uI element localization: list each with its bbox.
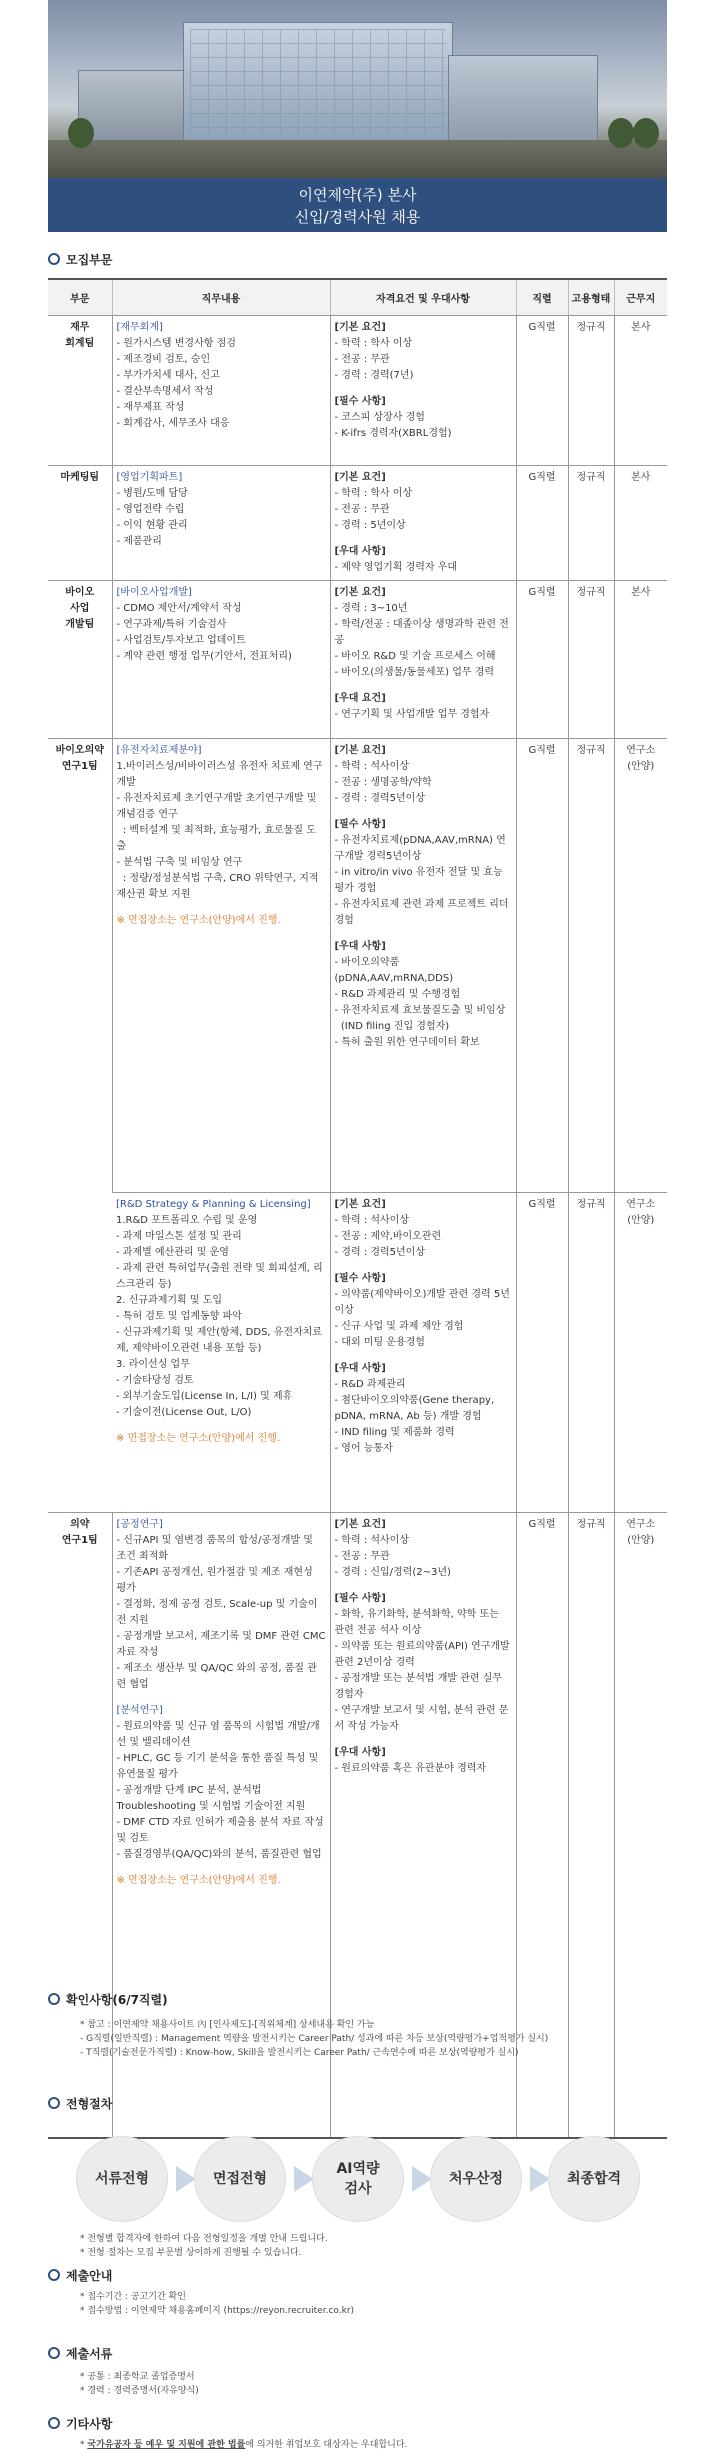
cell-line: - 공정개발 또는 분석법 개발 관련 실무 경험자 bbox=[334, 1672, 506, 1700]
cell-employment-type: 정규직 bbox=[568, 1192, 614, 1512]
cell-line: - 의약품 또는 원료의약품(API) 연구개발 관련 2년이상 경력 bbox=[334, 1640, 513, 1668]
cell-line: - 경력 : 경력5년이상 bbox=[334, 1246, 425, 1258]
cell-employment-type: 정규직 bbox=[568, 465, 614, 580]
cell-line: [기본 요건] bbox=[334, 471, 386, 483]
section-title-other: 기타사항 bbox=[48, 2410, 112, 2436]
circle-bullet-icon bbox=[48, 2347, 60, 2359]
cell-line: ※ 면접장소는 연구소(안양)에서 진행. bbox=[116, 914, 281, 926]
headquarters-photo bbox=[48, 0, 667, 178]
cell-line: - 연구기획 및 사업개발 업무 경험자 bbox=[334, 708, 490, 720]
cell-location: 연구소 (안양) bbox=[614, 738, 667, 1192]
cell-qualifications bbox=[330, 465, 516, 580]
cell-line: - 회계감사, 세무조사 대응 bbox=[116, 417, 230, 429]
cell-line: - 학력 : 학사 이상 bbox=[334, 337, 413, 349]
cell-line: - 분석법 구축 및 비임상 연구 bbox=[116, 856, 243, 868]
header-employment-type: 고용형태 bbox=[568, 279, 614, 315]
cell-line: - 바이오(의생물/동물세포) 업무 경력 bbox=[334, 666, 495, 678]
step-document-screening: 서류전형 bbox=[76, 2136, 168, 2222]
cell-grade: G직렬 bbox=[516, 315, 568, 465]
circle-bullet-icon bbox=[48, 2417, 60, 2429]
cell-location: 본사 bbox=[614, 580, 667, 738]
step-compensation: 처우산정 bbox=[430, 2136, 522, 2222]
cell-qualifications bbox=[330, 315, 516, 465]
cell-line: - 과제 마일스톤 설정 및 관리 bbox=[116, 1230, 242, 1242]
cell-line: - 특허 검토 및 업계동향 파악 bbox=[116, 1310, 242, 1322]
cell-line: - 전공 : 무관 bbox=[334, 353, 390, 365]
section-title-documents: 제출서류 bbox=[48, 2340, 112, 2366]
cell-dept: 바이오 사업 개발팀 bbox=[48, 580, 112, 738]
cell-line: [필수 사항] bbox=[334, 1592, 386, 1604]
cell-line: [기본 요건] bbox=[334, 321, 386, 333]
process-notes: * 전형별 합격자에 한하여 다음 전형일정을 개별 안내 드립니다. * 전형 절차는 모집 부문별 상이하게 진행될 수 있습니다. bbox=[80, 2234, 328, 2258]
cell-dept: 재무 회계팀 bbox=[48, 315, 112, 465]
cell-line: - 특허 출원 위한 연구데이터 확보 bbox=[334, 1036, 480, 1048]
cell-line: - 신규 사업 및 과제 제안 경험 bbox=[334, 1320, 464, 1332]
cell-employment-type: 정규직 bbox=[568, 738, 614, 1192]
cell-line: - 병원/도매 담당 bbox=[116, 487, 188, 499]
cell-line: [필수 사항] bbox=[334, 395, 386, 407]
arrow-right-icon bbox=[294, 2166, 314, 2192]
cell-line: - R&D 과제관리 및 수행경험 bbox=[334, 988, 461, 1000]
table-row bbox=[48, 1192, 667, 1512]
circle-bullet-icon bbox=[48, 1993, 60, 2005]
cell-line: - 학력 : 석사이상 bbox=[334, 760, 409, 772]
cell-line: - 결산부속명세서 작성 bbox=[116, 385, 214, 397]
cell-line: - 유전자치료제(pDNA,AAV,mRNA) 연구개발 경력5년이상 bbox=[334, 834, 506, 862]
cell-line: - 학력 : 학사 이상 bbox=[334, 487, 413, 499]
cell-line: - 바이오 R&D 및 기술 프로세스 이해 bbox=[334, 650, 496, 662]
cell-line: - 과제 관련 특허업무(출원 전략 및 회피설계, 리스크관리 등) bbox=[116, 1262, 323, 1290]
step-interview: 면접전형 bbox=[194, 2136, 286, 2222]
cell-line: - 외부기술도입(License In, L/I) 및 제휴 bbox=[116, 1390, 293, 1402]
cell-line: - 제품관리 bbox=[116, 535, 162, 547]
section-title-recruit: 모집부문 bbox=[48, 246, 112, 272]
cell-line: - 제약 영업기획 경력자 우대 bbox=[334, 561, 458, 573]
cell-line: - R&D 과제관리 bbox=[334, 1378, 406, 1390]
step-ai-assessment: AI역량 검사 bbox=[312, 2136, 404, 2222]
cell-employment-type: 정규직 bbox=[568, 1512, 614, 2138]
table-row bbox=[48, 580, 667, 738]
cell-location: 연구소 (안양) bbox=[614, 1192, 667, 1512]
cell-line: - 원료의약품 혹은 유관분야 경력자 bbox=[334, 1762, 487, 1774]
section-title-confirm: 확인사항(6/7직렬) bbox=[48, 1986, 168, 2012]
cell-employment-type: 정규직 bbox=[568, 315, 614, 465]
cell-dept: 마케팅팀 bbox=[48, 465, 112, 580]
cell-line: - K-ifrs 경력자(XBRL경험) bbox=[334, 427, 452, 439]
cell-line: - 신규과제기획 및 제안(항체, DDS, 유전자치료제, 제약바이오관련 내용 포함 등) bbox=[116, 1326, 323, 1354]
cell-line: - 의약품(제약바이오)개발 관련 경력 5년 이상 bbox=[334, 1288, 514, 1316]
cell-line: - DMF CTD 자료 인허가 제출용 분석 자료 작성 및 검토 bbox=[116, 1816, 327, 1844]
cell-location: 본사 bbox=[614, 315, 667, 465]
cell-line: - 연구개발 보고서 및 시험, 분석 관련 문서 작성 가능자 bbox=[334, 1704, 509, 1732]
cell-line: [필수 사항] bbox=[334, 818, 386, 830]
cell-line: - 기술타당성 검토 bbox=[116, 1374, 194, 1386]
cell-line: : 정량/정성분석법 구축, CRO 위탁연구, 지적재산권 확보 지원 bbox=[116, 872, 319, 900]
cell-line: - 원료의약품 및 신규 염 품목의 시험법 개발/개선 및 밸리데이션 bbox=[116, 1720, 320, 1748]
cell-line: - 이익 현황 관리 bbox=[116, 519, 188, 531]
section-title-process: 전형절차 bbox=[48, 2090, 112, 2116]
banner-title-band bbox=[48, 178, 667, 232]
cell-line: - 대외 미팅 운용경험 bbox=[334, 1336, 425, 1348]
cell-line: - 결정화, 정제 공정 검토, Scale-up 및 기술이전 지원 bbox=[116, 1598, 318, 1626]
cell-qualifications bbox=[330, 580, 516, 738]
cell-line: [우대 요건] bbox=[334, 692, 386, 704]
cell-line: - 경력 : 경력5년이상 bbox=[334, 792, 425, 804]
cell-line: [재무회계] bbox=[116, 321, 163, 333]
cell-line: [우대 사항] bbox=[334, 940, 386, 952]
cell-line: (IND filing 진입 경험자) bbox=[334, 1020, 450, 1032]
cell-line: - 전공 : 무관 bbox=[334, 503, 390, 515]
table-row bbox=[48, 738, 667, 1192]
cell-grade: G직렬 bbox=[516, 580, 568, 738]
document-notes: * 공통 : 최종학교 졸업증명서 * 경력 : 경력증명서(자유양식) bbox=[80, 2372, 199, 2396]
cell-line: - 기존API 공정개선, 원가절감 및 제조 재현성 평가 bbox=[116, 1566, 316, 1594]
confirm-notes: * 참고 : 이연제약 채용사이트 內 [인사제도]-[직위체계] 상세내용 확인 가능 - G직렬(일반직렬) : Management 역량을 발전시키는 Career Path/ 성과에 따른 차등 보상(역량평가+업적평가 실시) - T직렬(기술전문가직렬) : Know-how, Skill을 발전시키는 Career Path/ 근속연수에 따른 보상(역량평가 실시) bbox=[80, 2020, 549, 2058]
cell-line: [바이오사업개발] bbox=[116, 586, 192, 598]
company-title: 이연제약(주) 본사 bbox=[298, 186, 417, 204]
cell-line: ※ 면접장소는 연구소(안양)에서 진행. bbox=[116, 1432, 281, 1444]
cell-grade: G직렬 bbox=[516, 465, 568, 580]
cell-line: - 과제별 예산관리 및 운영 bbox=[116, 1246, 229, 1258]
process-steps bbox=[76, 2136, 636, 2222]
cell-location: 본사 bbox=[614, 465, 667, 580]
table-row bbox=[48, 315, 667, 465]
table-header-row bbox=[48, 279, 667, 315]
cell-line: - 신규API 및 염변경 품목의 합성/공정개발 및 조건 최적화 bbox=[116, 1534, 317, 1562]
cell-line: - 바이오의약품(pDNA,AAV,mRNA,DDS) bbox=[334, 956, 454, 984]
cell-line: - 재무제표 작성 bbox=[116, 401, 185, 413]
cell-line: - 경력 : 5년이상 bbox=[334, 519, 406, 531]
cell-line: - 계약 관련 행정 업무(기안서, 전표처리) bbox=[116, 650, 292, 662]
header-banner bbox=[48, 0, 667, 232]
cell-line: - 경력 : 경력(7년) bbox=[334, 369, 414, 381]
cell-line: - 사업검토/투자보고 업데이트 bbox=[116, 634, 246, 646]
cell-line: - 전공 : 무관 bbox=[334, 1550, 390, 1562]
cell-line: [공정연구] bbox=[116, 1518, 163, 1530]
cell-line: [분석연구] bbox=[116, 1704, 163, 1716]
cell-line: - 경력 : 신입/경력(2~3년) bbox=[334, 1566, 451, 1578]
cell-line: - 제조경비 검토, 승인 bbox=[116, 353, 211, 365]
section-title-submit: 제출안내 bbox=[48, 2262, 112, 2288]
cell-line: [우대 사항] bbox=[334, 1362, 386, 1374]
cell-duties bbox=[112, 1192, 330, 1512]
cell-qualifications bbox=[330, 1192, 516, 1512]
cell-qualifications bbox=[330, 738, 516, 1192]
header-location: 근무지 bbox=[614, 279, 667, 315]
cell-line: [영업기획파트] bbox=[116, 471, 183, 483]
cell-grade: G직렬 bbox=[516, 1192, 568, 1512]
cell-line: : 벡터설계 및 최적화, 효능평가, 효로물질 도출 bbox=[116, 824, 316, 852]
cell-line: - IND filing 및 제품화 경력 bbox=[334, 1426, 455, 1438]
cell-line: - 첨단바이오의약품(Gene therapy, pDNA, mRNA, Ab 등) 개발 경험 bbox=[334, 1394, 498, 1422]
header-qualifications: 자격요건 및 우대사항 bbox=[330, 279, 516, 315]
cell-line: - 전공 : 생명공학/약학 bbox=[334, 776, 432, 788]
cell-line: [필수 사항] bbox=[334, 1272, 386, 1284]
header-duties: 직무내용 bbox=[112, 279, 330, 315]
header-dept: 부문 bbox=[48, 279, 112, 315]
arrow-right-icon bbox=[530, 2166, 550, 2192]
cell-grade: G직렬 bbox=[516, 738, 568, 1192]
cell-line: [R&D Strategy & Planning & Licensing] bbox=[116, 1198, 311, 1210]
cell-line: [기본 요건] bbox=[334, 1198, 386, 1210]
cell-line: 3. 라이선싱 업무 bbox=[116, 1358, 190, 1370]
cell-line: - 경력 : 3~10년 bbox=[334, 602, 408, 614]
cell-employment-type: 정규직 bbox=[568, 580, 614, 738]
recruit-subtitle: 신입/경력사원 채용 bbox=[294, 208, 421, 226]
other-notes: * 국가유공자 등 예우 및 지원에 관한 법률에 의거한 취업보호 대상자는 우대합니다. bbox=[80, 2440, 408, 2450]
circle-bullet-icon bbox=[48, 2097, 60, 2109]
cell-line: - 코스피 상장사 경험 bbox=[334, 411, 425, 423]
cell-line: - 유전자치료제 관련 과제 프로젝트 리더 경험 bbox=[334, 898, 512, 926]
cell-line: - 부가가치세 대사, 신고 bbox=[116, 369, 220, 381]
cell-duties bbox=[112, 465, 330, 580]
cell-line: - 전공 : 제약,바이오관련 bbox=[334, 1230, 442, 1242]
cell-line: - 화학, 유기화학, 분석화학, 약학 또는 관련 전공 석사 이상 bbox=[334, 1608, 502, 1636]
cell-line: [유전자치료제분야] bbox=[116, 744, 202, 756]
cell-dept: 바이오의약 연구1팀 bbox=[48, 738, 112, 1512]
cell-line: - 제조소 생산부 및 QA/QC 와의 공정, 품질 관련 협업 bbox=[116, 1662, 317, 1690]
cell-line: - CDMO 제안서/계약서 작성 bbox=[116, 602, 242, 614]
cell-line: [기본 요건] bbox=[334, 586, 386, 598]
cell-line: [우대 사항] bbox=[334, 545, 386, 557]
cell-line: - 학력/전공 : 대졸이상 생명과학 관련 전공 bbox=[334, 618, 509, 646]
step-final-pass: 최종합격 bbox=[548, 2136, 640, 2222]
cell-duties bbox=[112, 738, 330, 1192]
arrow-right-icon bbox=[176, 2166, 196, 2192]
cell-line: - 학력 : 석사이상 bbox=[334, 1214, 409, 1226]
cell-line: - 연구과제/특허 기술검사 bbox=[116, 618, 227, 630]
cell-line: 1.바이러스성/비바이러스성 유전자 치료제 연구개발 bbox=[116, 760, 323, 788]
cell-line: - HPLC, GC 등 기기 분석을 통한 품질 특성 및 유연물질 평가 bbox=[116, 1752, 322, 1780]
table-row bbox=[48, 465, 667, 580]
cell-line: - 기술이전(License Out, L/O) bbox=[116, 1406, 252, 1418]
circle-bullet-icon bbox=[48, 253, 60, 265]
cell-dept: 의약 연구1팀 bbox=[48, 1512, 112, 2138]
cell-line: - 품질경영부(QA/QC)와의 분석, 품질관련 협업 bbox=[116, 1848, 322, 1860]
cell-line: - 유전자치료제 초기연구개발 초기연구개발 및 개념검증 연구 bbox=[116, 792, 320, 820]
cell-line: - 영업전략 수립 bbox=[116, 503, 185, 515]
cell-line: ※ 면접장소는 연구소(안양)에서 진행. bbox=[116, 1874, 281, 1886]
cell-line: [우대 사항] bbox=[334, 1746, 386, 1758]
submit-notes: * 접수기간 : 공고기간 확인 * 접수방법 : 이연제약 채용홈페이지 (https://reyon.recruiter.co.kr) bbox=[80, 2292, 355, 2316]
cell-duties bbox=[112, 580, 330, 738]
arrow-right-icon bbox=[412, 2166, 432, 2192]
cell-line: - 영어 능통자 bbox=[334, 1442, 393, 1454]
cell-line: 1.R&D 포트폴리오 수립 및 운영 bbox=[116, 1214, 258, 1226]
cell-line: - 공정개발 단계 IPC 분석, 분석법 Troubleshooting 및 시험법 기술이전 지원 bbox=[116, 1784, 306, 1812]
cell-line: - 원가시스템 변경사항 점검 bbox=[116, 337, 236, 349]
cell-duties bbox=[112, 315, 330, 465]
cell-line: - 공정개발 보고서, 제조기록 및 DMF 관련 CMC 자료 작성 bbox=[116, 1630, 329, 1658]
apply-link[interactable]: * 접수방법 : 이연제약 채용홈페이지 (https://reyon.recruiter.co.kr) bbox=[80, 2306, 355, 2316]
cell-line: 2. 신규과제기획 및 도입 bbox=[116, 1294, 223, 1306]
header-grade: 직렬 bbox=[516, 279, 568, 315]
cell-grade: G직렬 bbox=[516, 1512, 568, 2138]
cell-line: - 학력 : 석사이상 bbox=[334, 1534, 409, 1546]
cell-line: [기본 요건] bbox=[334, 1518, 386, 1530]
cell-line: - 유전자치료제 효보물질도출 및 비임상 bbox=[334, 1004, 506, 1016]
circle-bullet-icon bbox=[48, 2269, 60, 2281]
cell-line: [기본 요건] bbox=[334, 744, 386, 756]
job-table bbox=[48, 278, 667, 2139]
cell-line: - in vitro/in vivo 유전자 전달 및 효능평가 경험 bbox=[334, 866, 503, 894]
cell-location: 연구소 (안양) bbox=[614, 1512, 667, 2138]
